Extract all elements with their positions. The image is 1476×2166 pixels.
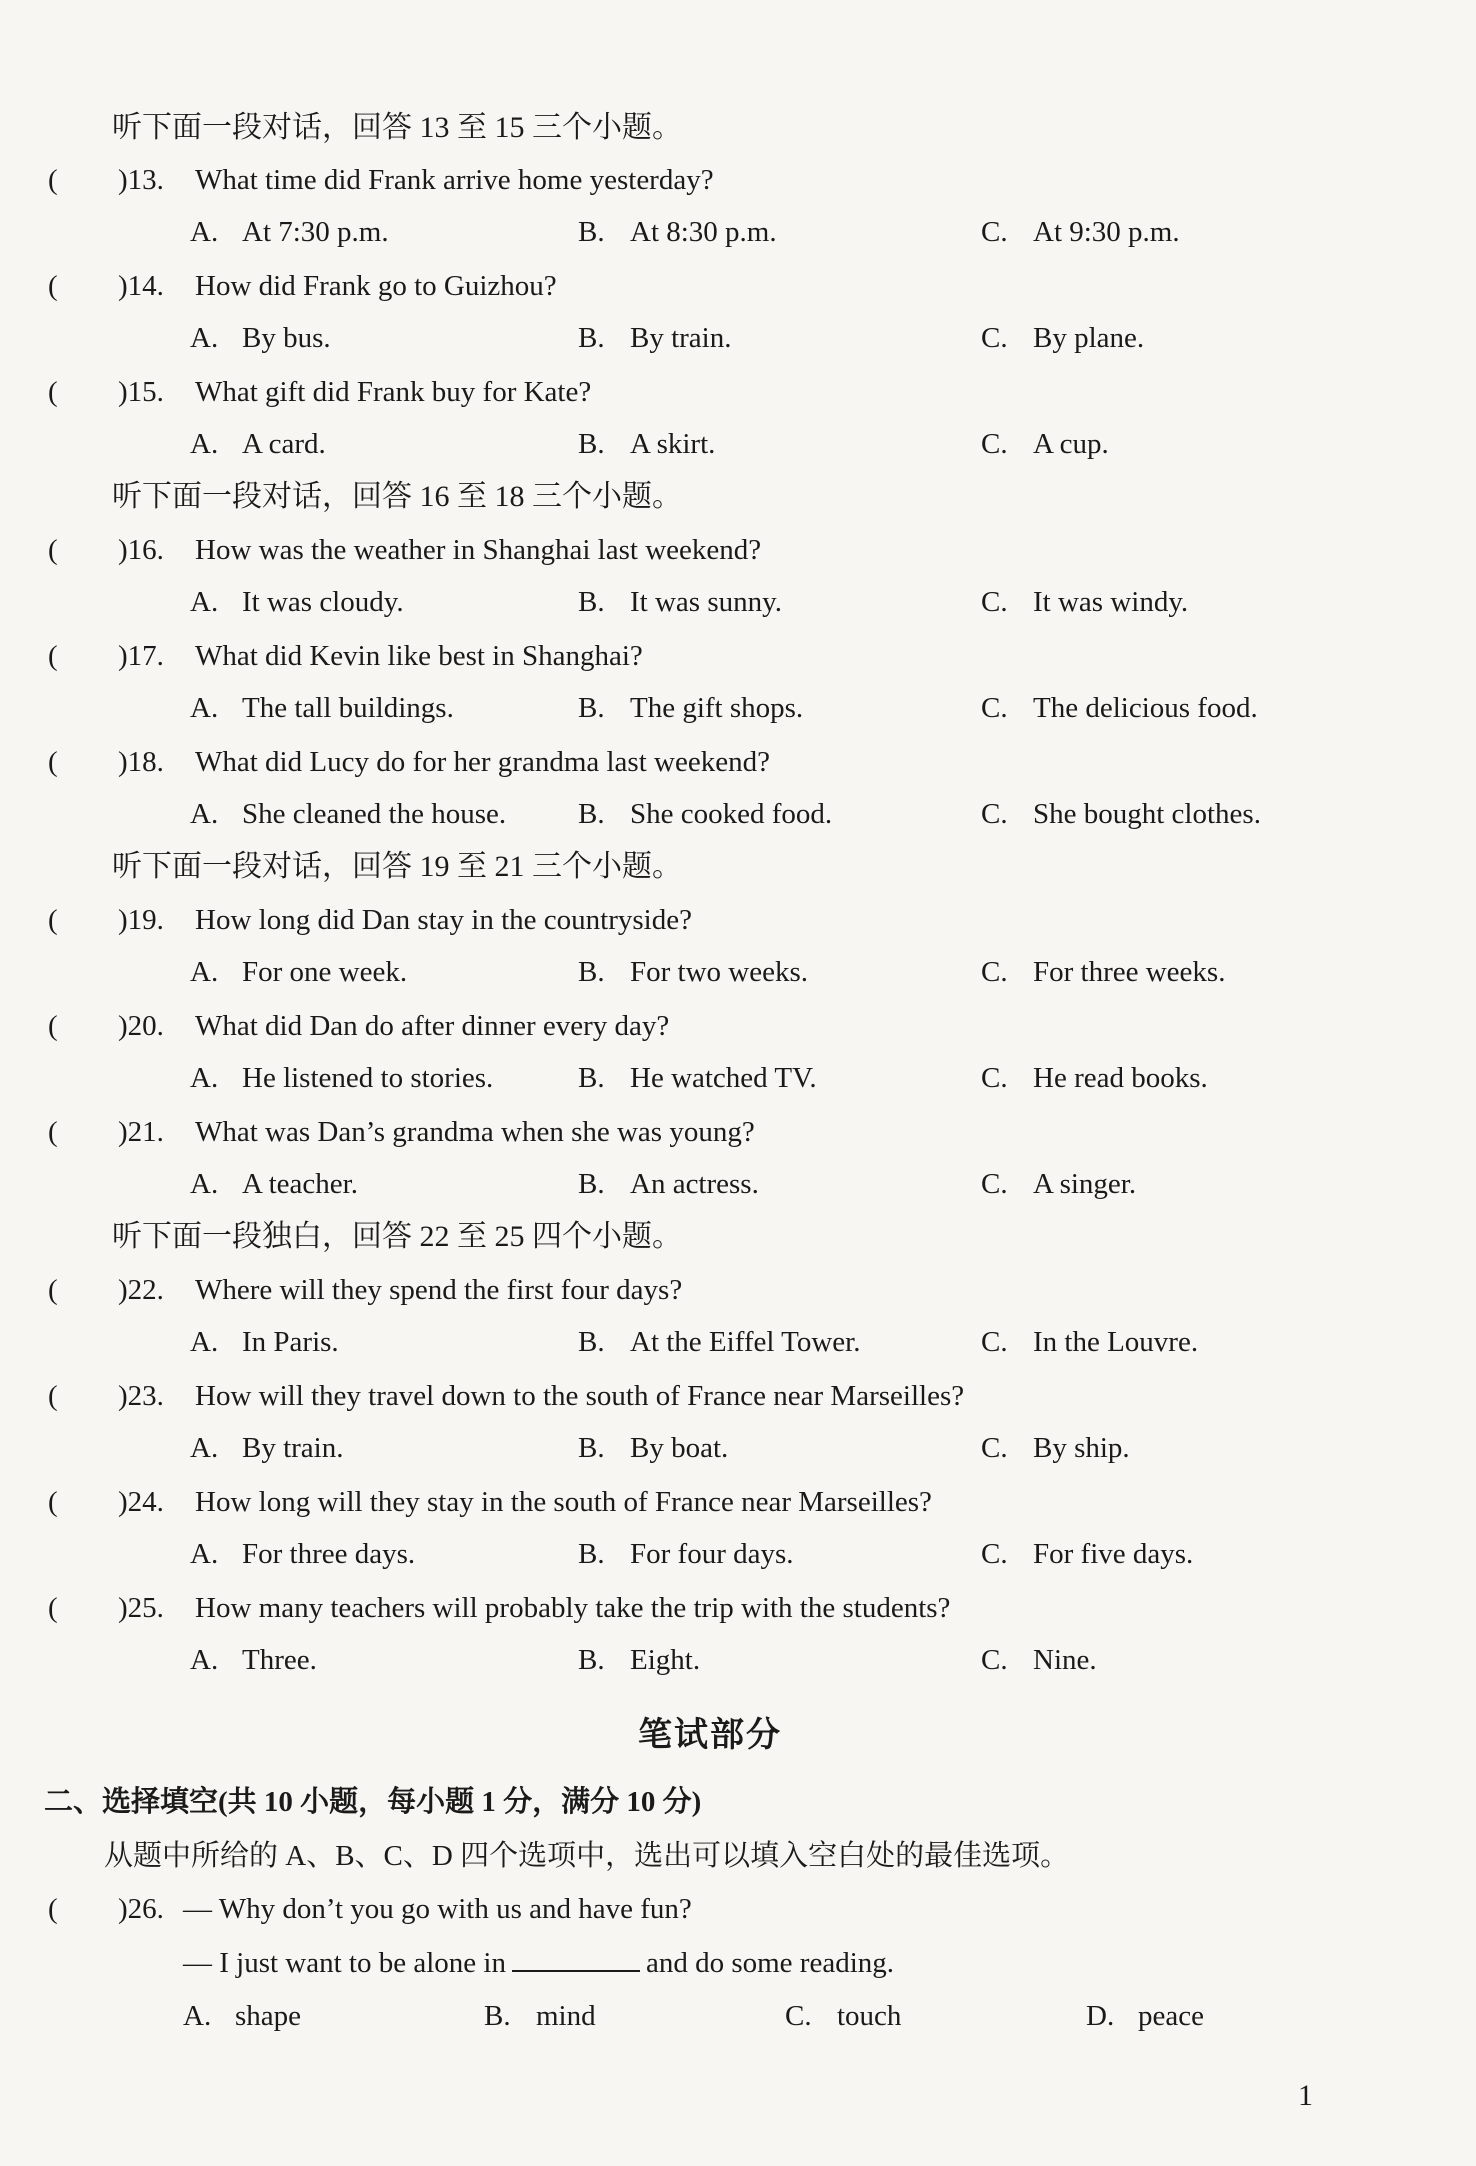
option-a[interactable]	[190, 1164, 358, 1204]
option-letter: C.	[981, 1432, 1008, 1464]
option-c[interactable]	[981, 952, 1225, 992]
option-letter: A.	[190, 1432, 219, 1464]
option-letter: B.	[578, 1326, 605, 1358]
option-text: For two weeks.	[630, 956, 809, 988]
q26-option-a[interactable]: A. shape	[183, 2000, 302, 2032]
q26-dialog-line2	[183, 1943, 894, 1983]
question-number: )20.	[118, 1010, 164, 1042]
question-number: )22.	[118, 1274, 164, 1306]
options-line	[0, 794, 1476, 834]
option-text: For three days.	[242, 1538, 416, 1570]
option-a[interactable]	[190, 1640, 317, 1680]
option-b[interactable]	[578, 1322, 860, 1362]
option-text: Eight.	[630, 1644, 701, 1676]
section-instruction-text: 听下面一段对话，回答 16 至 18 三个小题。	[112, 480, 682, 513]
option-a[interactable]	[190, 794, 506, 834]
option-b[interactable]	[578, 1534, 794, 1574]
question-number: )18.	[118, 746, 164, 778]
option-letter: A.	[190, 322, 219, 354]
option-text: An actress.	[630, 1168, 759, 1200]
question-line	[0, 530, 1476, 570]
options-line	[0, 1640, 1476, 1680]
option-text: At the Eiffel Tower.	[630, 1326, 861, 1358]
option-c[interactable]	[981, 1534, 1193, 1574]
answer-paren[interactable]: (	[48, 1010, 58, 1042]
option-c[interactable]	[981, 1640, 1097, 1680]
answer-paren[interactable]: (	[48, 534, 58, 566]
page-number: 1	[1298, 2079, 1313, 2112]
option-c[interactable]	[981, 688, 1258, 728]
option-letter: A.	[190, 798, 219, 830]
option-text: The tall buildings.	[242, 692, 454, 724]
options-line	[0, 582, 1476, 622]
part-two-heading-line	[0, 1782, 1476, 1822]
question-line	[0, 1270, 1476, 1310]
option-c[interactable]	[981, 424, 1109, 464]
option-text: For three weeks.	[1033, 956, 1226, 988]
answer-paren[interactable]: (	[48, 376, 58, 408]
option-b[interactable]	[578, 1428, 728, 1468]
question-text: How long will they stay in the south of France near Marseilles?	[195, 1486, 932, 1518]
option-b[interactable]	[578, 582, 782, 622]
option-letter: B.	[578, 586, 605, 618]
question-line	[0, 1376, 1476, 1416]
question-text: What gift did Frank buy for Kate?	[195, 376, 592, 408]
option-text: For four days.	[630, 1538, 794, 1570]
option-letter: C.	[981, 1168, 1008, 1200]
answer-paren[interactable]: (	[48, 640, 58, 672]
option-text: She cleaned the house.	[242, 798, 507, 830]
option-text: Nine.	[1033, 1644, 1097, 1676]
answer-paren[interactable]: (	[48, 1592, 58, 1624]
option-a[interactable]	[190, 424, 326, 464]
q26-line2-after: and do some reading.	[645, 1947, 895, 1979]
option-letter: B.	[578, 1538, 605, 1570]
option-a[interactable]	[190, 1534, 415, 1574]
option-text: At 8:30 p.m.	[630, 216, 777, 248]
q26-line2-before: — I just want to be alone in	[183, 1947, 506, 1979]
option-b[interactable]	[578, 212, 777, 252]
option-a[interactable]	[190, 1428, 344, 1468]
options-line	[0, 1058, 1476, 1098]
option-text: She cooked food.	[630, 798, 833, 830]
part-two-heading: 二、选择填空(共 10 小题，每小题 1 分，满分 10 分)	[44, 1786, 702, 1818]
option-text: He listened to stories.	[242, 1062, 494, 1094]
option-b[interactable]	[578, 1058, 817, 1098]
question-line	[0, 900, 1476, 940]
options-line	[0, 1534, 1476, 1574]
question-text: Where will they spend the first four days?	[195, 1274, 683, 1306]
option-c[interactable]	[981, 1428, 1130, 1468]
option-text: She bought clothes.	[1033, 798, 1261, 830]
question-text: How will they travel down to the south of France near Marseilles?	[195, 1380, 965, 1412]
option-a[interactable]	[190, 318, 331, 358]
option-a[interactable]	[190, 1322, 339, 1362]
option-letter: B.	[578, 798, 605, 830]
section-instruction-text: 听下面一段对话，回答 19 至 21 三个小题。	[112, 850, 682, 883]
part-two-instruction-line	[0, 1836, 1476, 1876]
question-number: )14.	[118, 270, 164, 302]
answer-paren: (	[48, 1893, 58, 1925]
option-b[interactable]	[578, 318, 732, 358]
options-line	[0, 318, 1476, 358]
q26-option-b[interactable]: B. mind	[484, 2000, 596, 2032]
options-line	[0, 1164, 1476, 1204]
answer-blank[interactable]	[512, 1944, 640, 1972]
question-text: How did Frank go to Guizhou?	[195, 270, 557, 302]
answer-paren[interactable]: (	[48, 164, 58, 196]
q26-dialog-line1: — Why don’t you go with us and have fun?	[183, 1893, 692, 1925]
option-letter: C.	[981, 586, 1008, 618]
answer-paren[interactable]: (	[48, 1380, 58, 1412]
question-line	[0, 742, 1476, 782]
options-line	[0, 1428, 1476, 1468]
option-text: He watched TV.	[630, 1062, 817, 1094]
question-number: )24.	[118, 1486, 164, 1518]
options-line	[0, 424, 1476, 464]
option-letter: B.	[578, 1062, 605, 1094]
option-letter: C.	[981, 1062, 1008, 1094]
question-text: What was Dan’s grandma when she was young?	[195, 1116, 755, 1148]
option-text: It was sunny.	[630, 586, 782, 618]
option-letter: A.	[190, 428, 219, 460]
option-text: In the Louvre.	[1033, 1326, 1199, 1358]
option-text: A teacher.	[242, 1168, 358, 1200]
option-text: He read books.	[1033, 1062, 1208, 1094]
options-line	[0, 952, 1476, 992]
option-text: Three.	[242, 1644, 317, 1676]
written-part-title: 笔试部分	[638, 1717, 782, 1754]
question-text: What did Kevin like best in Shanghai?	[195, 640, 643, 672]
option-letter: A.	[190, 692, 219, 724]
option-letter: A.	[190, 956, 219, 988]
q26-options	[0, 1996, 1476, 2036]
option-text: For five days.	[1033, 1538, 1194, 1570]
option-letter: B.	[578, 1644, 605, 1676]
option-letter: B.	[578, 692, 605, 724]
q26-line2	[0, 1943, 1476, 1983]
option-letter: A.	[190, 1168, 219, 1200]
question-line	[0, 1006, 1476, 1046]
option-letter: C.	[981, 216, 1008, 248]
answer-paren[interactable]: (	[48, 904, 58, 936]
question-line	[0, 1482, 1476, 1522]
options-line	[0, 688, 1476, 728]
option-letter: C.	[981, 1326, 1008, 1358]
option-a[interactable]	[190, 212, 389, 252]
option-c[interactable]	[981, 1322, 1198, 1362]
question-text: What time did Frank arrive home yesterday?	[195, 164, 714, 196]
answer-paren[interactable]: (	[48, 1116, 58, 1148]
option-c[interactable]	[981, 318, 1144, 358]
question-line	[0, 1112, 1476, 1152]
question-text: How long did Dan stay in the countryside?	[195, 904, 692, 936]
answer-paren[interactable]: (	[48, 746, 58, 778]
question-line	[0, 372, 1476, 412]
option-letter: A.	[190, 1538, 219, 1570]
part-two-instruction: 从题中所给的 A、B、C、D 四个选项中，选出可以填入空白处的最佳选项。	[104, 1840, 1070, 1872]
section-instruction-text: 听下面一段独白，回答 22 至 25 四个小题。	[112, 1220, 682, 1253]
option-letter: C.	[981, 428, 1008, 460]
section-instruction	[0, 477, 1476, 517]
option-text: By ship.	[1033, 1432, 1130, 1464]
option-c[interactable]	[981, 794, 1261, 834]
question-number: )17.	[118, 640, 164, 672]
option-text: By train.	[630, 322, 732, 354]
option-letter: B.	[578, 216, 605, 248]
option-text: At 9:30 p.m.	[1033, 216, 1180, 248]
option-letter: A.	[190, 216, 219, 248]
question-number: )16.	[118, 534, 164, 566]
option-text: The gift shops.	[630, 692, 804, 724]
option-text: The delicious food.	[1033, 692, 1258, 724]
options-line	[0, 1322, 1476, 1362]
answer-paren[interactable]: (	[48, 270, 58, 302]
question-number: )19.	[118, 904, 164, 936]
option-text: A singer.	[1033, 1168, 1137, 1200]
option-b[interactable]	[578, 1164, 759, 1204]
option-letter: A.	[190, 1062, 219, 1094]
question-number: )15.	[118, 376, 164, 408]
option-letter: B.	[578, 322, 605, 354]
option-text: A skirt.	[630, 428, 716, 460]
option-text: By boat.	[630, 1432, 729, 1464]
option-b[interactable]	[578, 688, 803, 728]
option-text: By bus.	[242, 322, 331, 354]
q26-option-d[interactable]: D. peace	[1086, 2000, 1204, 2032]
option-text: It was cloudy.	[242, 586, 404, 618]
option-b[interactable]	[578, 1640, 700, 1680]
q26-option-c[interactable]: C. touch	[785, 2000, 902, 2032]
question-number: )23.	[118, 1380, 164, 1412]
question-number: )13.	[118, 164, 164, 196]
option-letter: B.	[578, 956, 605, 988]
section-instruction	[0, 108, 1476, 148]
option-a[interactable]	[190, 688, 454, 728]
option-a[interactable]	[190, 1058, 493, 1098]
q26-number: )26.	[118, 1893, 164, 1925]
option-text: By plane.	[1033, 322, 1145, 354]
section-instruction	[0, 847, 1476, 887]
option-letter: C.	[981, 1644, 1008, 1676]
option-letter: A.	[190, 1644, 219, 1676]
options-line	[0, 212, 1476, 252]
option-text: At 7:30 p.m.	[242, 216, 389, 248]
option-letter: C.	[981, 692, 1008, 724]
question-text: How many teachers will probably take the trip with the students?	[195, 1592, 951, 1624]
question-text: What did Dan do after dinner every day?	[195, 1010, 670, 1042]
question-line	[0, 1588, 1476, 1628]
option-letter: C.	[981, 798, 1008, 830]
option-letter: C.	[981, 322, 1008, 354]
option-c[interactable]	[981, 212, 1180, 252]
section-instruction	[0, 1217, 1476, 1257]
option-c[interactable]	[981, 1058, 1208, 1098]
option-letter: B.	[578, 1432, 605, 1464]
option-text: By train.	[242, 1432, 344, 1464]
written-title-line	[0, 1716, 1476, 1756]
option-letter: B.	[578, 1168, 605, 1200]
option-text: It was windy.	[1033, 586, 1189, 618]
option-letter: A.	[190, 586, 219, 618]
option-letter: A.	[190, 1326, 219, 1358]
option-text: A cup.	[1033, 428, 1109, 460]
option-a[interactable]	[190, 582, 404, 622]
question-number: )21.	[118, 1116, 164, 1148]
section-instruction-text: 听下面一段对话，回答 13 至 15 三个小题。	[112, 111, 682, 144]
option-text: For one week.	[242, 956, 408, 988]
question-line	[0, 160, 1476, 200]
option-c[interactable]	[981, 1164, 1136, 1204]
option-b[interactable]	[578, 952, 808, 992]
question-line	[0, 266, 1476, 306]
option-letter: B.	[578, 428, 605, 460]
option-text: In Paris.	[242, 1326, 339, 1358]
option-a[interactable]	[190, 952, 407, 992]
option-b[interactable]	[578, 424, 715, 464]
option-b[interactable]	[578, 794, 832, 834]
answer-paren[interactable]: (	[48, 1274, 58, 1306]
option-letter: C.	[981, 1538, 1008, 1570]
option-text: A card.	[242, 428, 326, 460]
question-number: )25.	[118, 1592, 164, 1624]
option-c[interactable]	[981, 582, 1188, 622]
question-text: How was the weather in Shanghai last weekend?	[195, 534, 762, 566]
answer-paren[interactable]: (	[48, 1486, 58, 1518]
question-text: What did Lucy do for her grandma last weekend?	[195, 746, 770, 778]
question-line	[0, 636, 1476, 676]
q26-line1	[0, 1889, 1476, 1929]
option-letter: C.	[981, 956, 1008, 988]
